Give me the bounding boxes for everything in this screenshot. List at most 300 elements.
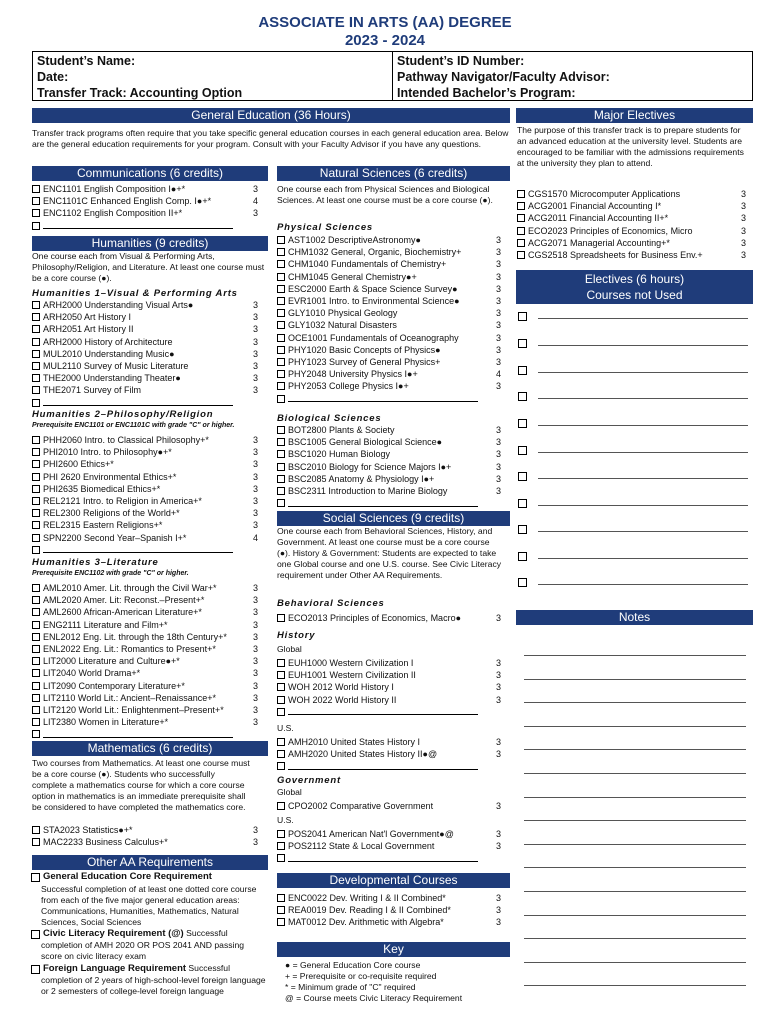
course-item	[32, 594, 258, 606]
blank-write-in-line[interactable]	[43, 222, 233, 229]
course-item	[277, 448, 501, 460]
course-credits: 3	[252, 324, 258, 335]
blank-checkbox[interactable]	[277, 708, 285, 716]
course-name: CHM1032 General, Organic, Biochemistry+	[288, 247, 462, 258]
key-min-grade: * = Minimum grade of "C" required	[285, 982, 416, 992]
course-name: AMH2020 United States History II●@	[288, 749, 438, 760]
course-name: CGS1570 Microcomputer Applications	[528, 189, 681, 200]
course-item	[277, 800, 501, 812]
blank-write-in-line[interactable]	[288, 855, 478, 862]
course-checkbox[interactable]	[32, 362, 40, 370]
course-checkbox[interactable]	[517, 239, 525, 247]
course-name: SPN2200 Second Year–Spanish I+*	[43, 532, 187, 543]
elective-checkbox[interactable]	[518, 419, 527, 428]
humanities-vpa-list	[32, 299, 258, 409]
government-heading: Government	[277, 775, 341, 786]
course-checkbox[interactable]	[32, 325, 40, 333]
course-credits: 3	[252, 704, 258, 715]
course-name: LIT2000 Literature and Culture●+*	[43, 656, 180, 667]
notes-line[interactable]	[524, 915, 746, 916]
course-name: AST1002 DescriptiveAstronomy●	[288, 235, 421, 246]
course-checkbox[interactable]	[32, 608, 40, 616]
foreign-lang-text: completion of 2 years of high-school-level foreign language or 2 semesters of college-level foreign language	[41, 975, 266, 996]
math-intro: Two courses from Mathematics. At least one course must be a core course (●). Students who successfully complete a mathematics course for which a core course option in mathematics is an immediate prerequisite shall be considered to have completed the mathematics core.	[32, 758, 250, 812]
course-checkbox[interactable]	[277, 450, 285, 458]
courses-not-used-title: Courses not Used	[586, 288, 683, 302]
course-credits: 3	[495, 893, 501, 904]
course-checkbox[interactable]	[32, 682, 40, 690]
course-checkbox[interactable]	[32, 694, 40, 702]
course-item	[277, 436, 501, 448]
blank-write-in-line[interactable]	[288, 763, 478, 770]
course-credits: 3	[495, 320, 501, 331]
course-item	[277, 485, 501, 497]
course-item	[32, 507, 258, 519]
course-credits: 3	[252, 520, 258, 531]
socsci-header: Social Sciences (9 credits)	[277, 511, 510, 526]
course-checkbox[interactable]	[32, 534, 40, 542]
course-credits: 3	[495, 829, 501, 840]
course-item	[32, 446, 258, 458]
blank-checkbox[interactable]	[32, 399, 40, 407]
other-req-header: Other AA Requirements	[32, 855, 268, 870]
elective-checkbox[interactable]	[518, 366, 527, 375]
key-list	[285, 960, 510, 1004]
course-item	[32, 372, 258, 384]
course-credits: 3	[495, 344, 501, 355]
course-name: PHI2635 Biomedical Ethics+*	[43, 483, 161, 494]
course-checkbox[interactable]	[277, 842, 285, 850]
course-credits: 3	[252, 631, 258, 642]
info-right	[392, 52, 752, 100]
course-checkbox[interactable]	[277, 426, 285, 434]
civic-requirement	[43, 928, 269, 939]
course-credits: 3	[252, 619, 258, 630]
course-item	[32, 384, 258, 396]
course-checkbox[interactable]	[277, 683, 285, 691]
course-checkbox[interactable]	[277, 370, 285, 378]
course-checkbox[interactable]	[517, 251, 525, 259]
history-global-list	[277, 657, 501, 718]
gov-global-list	[277, 800, 501, 812]
course-name: BSC2010 Biology for Science Majors I●+	[288, 461, 452, 472]
course-checkbox[interactable]	[277, 659, 285, 667]
course-name: LIT2380 Women in Literature+*	[43, 717, 169, 728]
course-checkbox[interactable]	[517, 190, 525, 198]
course-item	[32, 495, 258, 507]
course-name: CHM1040 Fundamentals of Chemistry+	[288, 259, 447, 270]
foreign-lang-requirement	[43, 963, 269, 974]
course-item	[32, 323, 258, 335]
elective-checkbox[interactable]	[518, 339, 527, 348]
course-name: ACG2011 Financial Accounting II+*	[528, 213, 669, 224]
course-credits: 3	[740, 189, 746, 200]
course-checkbox[interactable]	[277, 894, 285, 902]
course-name: ECO2013 Principles of Economics, Macro●	[288, 613, 462, 624]
blank-course-entry	[277, 497, 501, 509]
course-item	[277, 344, 501, 356]
notes-header: Notes	[516, 610, 753, 625]
course-item	[32, 299, 258, 311]
course-checkbox[interactable]	[277, 830, 285, 838]
elective-checkbox[interactable]	[518, 525, 527, 534]
course-checkbox[interactable]	[32, 448, 40, 456]
course-item	[277, 271, 501, 283]
course-checkbox[interactable]	[32, 706, 40, 714]
notes-line[interactable]	[524, 797, 746, 798]
course-item	[277, 681, 501, 693]
course-checkbox[interactable]	[277, 260, 285, 268]
course-credits: 3	[495, 670, 501, 681]
elective-checkbox[interactable]	[518, 578, 527, 587]
notes-line[interactable]	[524, 844, 746, 845]
course-credits: 3	[252, 483, 258, 494]
course-checkbox[interactable]	[277, 463, 285, 471]
notes-line[interactable]	[524, 702, 746, 703]
blank-checkbox[interactable]	[32, 546, 40, 554]
course-checkbox[interactable]	[277, 802, 285, 810]
course-item	[277, 748, 501, 760]
blank-checkbox[interactable]	[32, 222, 40, 230]
course-checkbox[interactable]	[277, 614, 285, 622]
elective-checkbox[interactable]	[518, 472, 527, 481]
humanities-lit-prereq: Prerequisite ENC1102 with grade "C" or higher.	[32, 570, 189, 577]
gov-us-list	[277, 828, 501, 865]
course-name: CPO2002 Comparative Government	[288, 801, 434, 812]
course-checkbox[interactable]	[277, 285, 285, 293]
course-checkbox[interactable]	[277, 358, 285, 366]
physical-sciences-heading: Physical Sciences	[277, 222, 373, 233]
course-credits: 3	[495, 486, 501, 497]
date-label: Date:	[37, 70, 69, 84]
course-checkbox[interactable]	[32, 633, 40, 641]
course-checkbox[interactable]	[517, 202, 525, 210]
course-checkbox[interactable]	[277, 918, 285, 926]
course-name: STA2023 Statistics●+*	[43, 825, 133, 836]
notes-line[interactable]	[524, 891, 746, 892]
course-checkbox[interactable]	[32, 473, 40, 481]
course-item	[32, 434, 258, 446]
course-item	[32, 471, 258, 483]
elective-line[interactable]	[538, 558, 748, 559]
course-name: MAT0012 Dev. Arithmetic with Algebra*	[288, 917, 444, 928]
elective-checkbox[interactable]	[518, 446, 527, 455]
course-item	[32, 606, 258, 618]
course-name: ENL2022 Eng. Lit.: Romantics to Present+*	[43, 644, 216, 655]
course-item	[277, 657, 501, 669]
course-checkbox[interactable]	[32, 460, 40, 468]
course-checkbox[interactable]	[32, 436, 40, 444]
course-checkbox[interactable]	[32, 521, 40, 529]
course-item	[32, 655, 258, 667]
blank-checkbox[interactable]	[277, 499, 285, 507]
elective-checkbox[interactable]	[518, 552, 527, 561]
course-checkbox[interactable]	[32, 596, 40, 604]
course-checkbox[interactable]	[277, 346, 285, 354]
notes-line[interactable]	[524, 962, 746, 963]
blank-checkbox[interactable]	[277, 762, 285, 770]
advisor-label: Pathway Navigator/Faculty Advisor:	[397, 70, 610, 84]
course-checkbox[interactable]	[277, 334, 285, 342]
course-item	[32, 619, 258, 631]
course-checkbox[interactable]	[32, 645, 40, 653]
course-item	[277, 892, 501, 904]
communications-list	[32, 183, 258, 232]
course-checkbox[interactable]	[32, 374, 40, 382]
civic-checkbox[interactable]	[31, 930, 40, 939]
elective-line[interactable]	[538, 372, 748, 373]
blank-checkbox[interactable]	[32, 730, 40, 738]
elective-line[interactable]	[538, 505, 748, 506]
foreign-lang-suffix: Successful	[186, 963, 230, 973]
notes-line[interactable]	[524, 655, 746, 656]
behavioral-heading: Behavioral Sciences	[277, 598, 385, 609]
notes-line[interactable]	[524, 773, 746, 774]
course-credits: 3	[495, 235, 501, 246]
elective-checkbox[interactable]	[518, 312, 527, 321]
course-checkbox[interactable]	[32, 838, 40, 846]
notes-line[interactable]	[524, 820, 746, 821]
course-item	[277, 669, 501, 681]
blank-course-entry	[277, 760, 501, 772]
course-checkbox[interactable]	[32, 350, 40, 358]
course-name: ARH2000 Understanding Visual Arts●	[43, 300, 194, 311]
course-checkbox[interactable]	[277, 236, 285, 244]
elective-checkbox[interactable]	[518, 499, 527, 508]
course-name: MUL2110 Survey of Music Literature	[43, 361, 189, 372]
course-checkbox[interactable]	[277, 696, 285, 704]
key-prereq: + = Prerequisite or co-requisite required	[285, 971, 437, 981]
blank-write-in-line[interactable]	[43, 731, 233, 738]
course-credits: 3	[495, 356, 501, 367]
bio-sciences-list	[277, 424, 501, 509]
course-checkbox[interactable]	[32, 621, 40, 629]
course-name: EVR1001 Intro. to Environmental Science●	[288, 296, 460, 307]
course-checkbox[interactable]	[32, 669, 40, 677]
notes-line[interactable]	[524, 867, 746, 868]
course-credits: 3	[495, 381, 501, 392]
elective-line[interactable]	[538, 425, 748, 426]
elective-line[interactable]	[538, 531, 748, 532]
course-checkbox[interactable]	[32, 509, 40, 517]
course-name: ECO2023 Principles of Economics, Micro	[528, 225, 693, 236]
gen-core-requirement	[43, 871, 269, 882]
foreign-lang-checkbox[interactable]	[31, 965, 40, 974]
course-checkbox[interactable]	[277, 321, 285, 329]
course-credits: 3	[252, 656, 258, 667]
course-checkbox[interactable]	[277, 273, 285, 281]
course-item	[517, 237, 746, 249]
course-checkbox[interactable]	[277, 475, 285, 483]
course-credits: 3	[252, 508, 258, 519]
notes-line[interactable]	[524, 749, 746, 750]
course-item	[277, 904, 501, 916]
course-credits: 3	[252, 644, 258, 655]
gen-core-checkbox[interactable]	[31, 873, 40, 882]
blank-course-entry	[32, 728, 258, 740]
course-item	[277, 461, 501, 473]
course-name: AML2600 African-American Literature+*	[43, 607, 202, 618]
course-item	[517, 212, 746, 224]
course-checkbox[interactable]	[277, 906, 285, 914]
blank-course-entry	[32, 544, 258, 556]
elective-checkbox[interactable]	[518, 392, 527, 401]
notes-line[interactable]	[524, 679, 746, 680]
course-name: REL2121 Intro. to Religion in America+*	[43, 496, 202, 507]
course-name: REL2300 Religions of the World+*	[43, 508, 180, 519]
blank-checkbox[interactable]	[277, 395, 285, 403]
elective-line[interactable]	[538, 345, 748, 346]
course-name: ESC2000 Earth & Space Science Survey●	[288, 283, 458, 294]
course-item	[277, 736, 501, 748]
course-item	[517, 200, 746, 212]
course-checkbox[interactable]	[32, 497, 40, 505]
course-name: ARH2050 Art History I	[43, 312, 132, 323]
blank-write-in-line[interactable]	[288, 708, 478, 715]
blank-write-in-line[interactable]	[43, 399, 233, 406]
history-heading: History	[277, 630, 316, 641]
notes-line[interactable]	[524, 726, 746, 727]
blank-course-entry	[277, 852, 501, 864]
civic-title: Civic Literacy Requirement (@)	[43, 928, 184, 939]
course-checkbox[interactable]	[32, 386, 40, 394]
course-name: PHY2053 College Physics I●+	[288, 381, 409, 392]
course-item	[517, 188, 746, 200]
course-checkbox[interactable]	[277, 750, 285, 758]
course-credits: 3	[740, 213, 746, 224]
blank-checkbox[interactable]	[277, 854, 285, 862]
course-credits: 3	[252, 692, 258, 703]
course-checkbox[interactable]	[32, 826, 40, 834]
course-checkbox[interactable]	[32, 338, 40, 346]
blank-course-entry	[277, 706, 501, 718]
course-name: GLY1010 Physical Geology	[288, 308, 398, 319]
course-checkbox[interactable]	[517, 214, 525, 222]
elective-line[interactable]	[538, 584, 748, 585]
behavioral-list	[277, 612, 501, 624]
course-item	[32, 704, 258, 716]
course-item	[277, 234, 501, 246]
course-name: BOT2800 Plants & Society	[288, 425, 395, 436]
blank-course-entry	[32, 220, 258, 232]
course-item	[277, 319, 501, 331]
course-checkbox[interactable]	[277, 382, 285, 390]
course-name: ARH2000 History of Architecture	[43, 336, 173, 347]
course-item	[32, 311, 258, 323]
course-checkbox[interactable]	[277, 297, 285, 305]
course-checkbox[interactable]	[32, 301, 40, 309]
course-checkbox[interactable]	[32, 485, 40, 493]
history-global-label: Global	[277, 644, 302, 654]
course-name: REL2315 Eastern Religions+*	[43, 520, 163, 531]
course-name: OCE1001 Fundamentals of Oceanography	[288, 332, 459, 343]
course-checkbox[interactable]	[32, 197, 40, 205]
course-name: ENL2012 Eng. Lit. through the 18th Century+*	[43, 631, 227, 642]
course-checkbox[interactable]	[277, 487, 285, 495]
course-checkbox[interactable]	[277, 248, 285, 256]
course-name: THE2071 Survey of Film	[43, 385, 142, 396]
course-checkbox[interactable]	[277, 738, 285, 746]
course-item	[32, 483, 258, 495]
course-credits: 3	[252, 312, 258, 323]
course-name: PHY2048 University Physics I●+	[288, 369, 418, 380]
course-item	[32, 195, 258, 207]
course-item	[277, 473, 501, 485]
bachelor-program-label: Intended Bachelor’s Program:	[397, 86, 576, 100]
course-checkbox[interactable]	[32, 313, 40, 321]
course-item	[32, 692, 258, 704]
course-name: THE2000 Understanding Theater●	[43, 373, 181, 384]
course-checkbox[interactable]	[277, 438, 285, 446]
course-credits: 3	[252, 385, 258, 396]
dev-header: Developmental Courses	[277, 873, 510, 888]
course-checkbox[interactable]	[32, 657, 40, 665]
course-checkbox[interactable]	[32, 209, 40, 217]
course-name: ARH2051 Art History II	[43, 324, 134, 335]
course-name: BSC1020 Human Biology	[288, 449, 391, 460]
course-item	[32, 643, 258, 655]
course-checkbox[interactable]	[277, 671, 285, 679]
course-name: GLY1032 Natural Disasters	[288, 320, 397, 331]
course-item	[277, 332, 501, 344]
course-name: REA0019 Dev. Reading I & II Combined*	[288, 905, 451, 916]
course-checkbox[interactable]	[32, 718, 40, 726]
course-credits: 3	[252, 300, 258, 311]
notes-line[interactable]	[524, 938, 746, 939]
course-name: WOH 2012 World History I	[288, 682, 394, 693]
course-name: ENC1102 English Composition II+*	[43, 208, 183, 219]
course-checkbox[interactable]	[32, 185, 40, 193]
course-credits: 3	[495, 271, 501, 282]
course-name: MAC2233 Business Calculus+*	[43, 837, 168, 848]
course-name: POS2112 State & Local Government	[288, 841, 435, 852]
course-item	[277, 246, 501, 258]
course-credits: 3	[252, 583, 258, 594]
notes-line[interactable]	[524, 985, 746, 986]
electives-header	[516, 270, 753, 304]
blank-write-in-line[interactable]	[43, 546, 233, 553]
course-credits: 3	[740, 201, 746, 212]
natsci-header: Natural Sciences (6 credits)	[277, 166, 510, 181]
course-credits: 3	[252, 336, 258, 347]
elective-line[interactable]	[538, 318, 748, 319]
course-checkbox[interactable]	[277, 309, 285, 317]
course-credits: 3	[495, 283, 501, 294]
course-name: ENC1101C Enhanced English Comp. I●+*	[43, 196, 212, 207]
course-credits: 3	[252, 184, 258, 195]
elective-line[interactable]	[538, 452, 748, 453]
gen-core-title: General Education Core Requirement	[43, 871, 212, 882]
gov-us-label: U.S.	[277, 815, 294, 825]
key-civic: @ = Course meets Civic Literacy Requirement	[285, 993, 463, 1003]
course-credits: 4	[495, 369, 501, 380]
course-checkbox[interactable]	[517, 227, 525, 235]
page-title: ASSOCIATE IN ARTS (AA) DEGREE	[258, 14, 512, 31]
course-credits: 3	[495, 296, 501, 307]
student-name-label: Student’s Name:	[37, 54, 136, 68]
course-item	[277, 258, 501, 270]
elective-line[interactable]	[538, 478, 748, 479]
course-item	[277, 283, 501, 295]
course-credits: 3	[252, 447, 258, 458]
course-checkbox[interactable]	[32, 584, 40, 592]
humanities-header: Humanities (9 credits)	[32, 236, 268, 251]
course-name: ENG2111 Literature and Film+*	[43, 619, 168, 630]
blank-write-in-line[interactable]	[288, 500, 478, 507]
course-item	[32, 336, 258, 348]
blank-write-in-line[interactable]	[288, 395, 478, 402]
elective-line[interactable]	[538, 398, 748, 399]
